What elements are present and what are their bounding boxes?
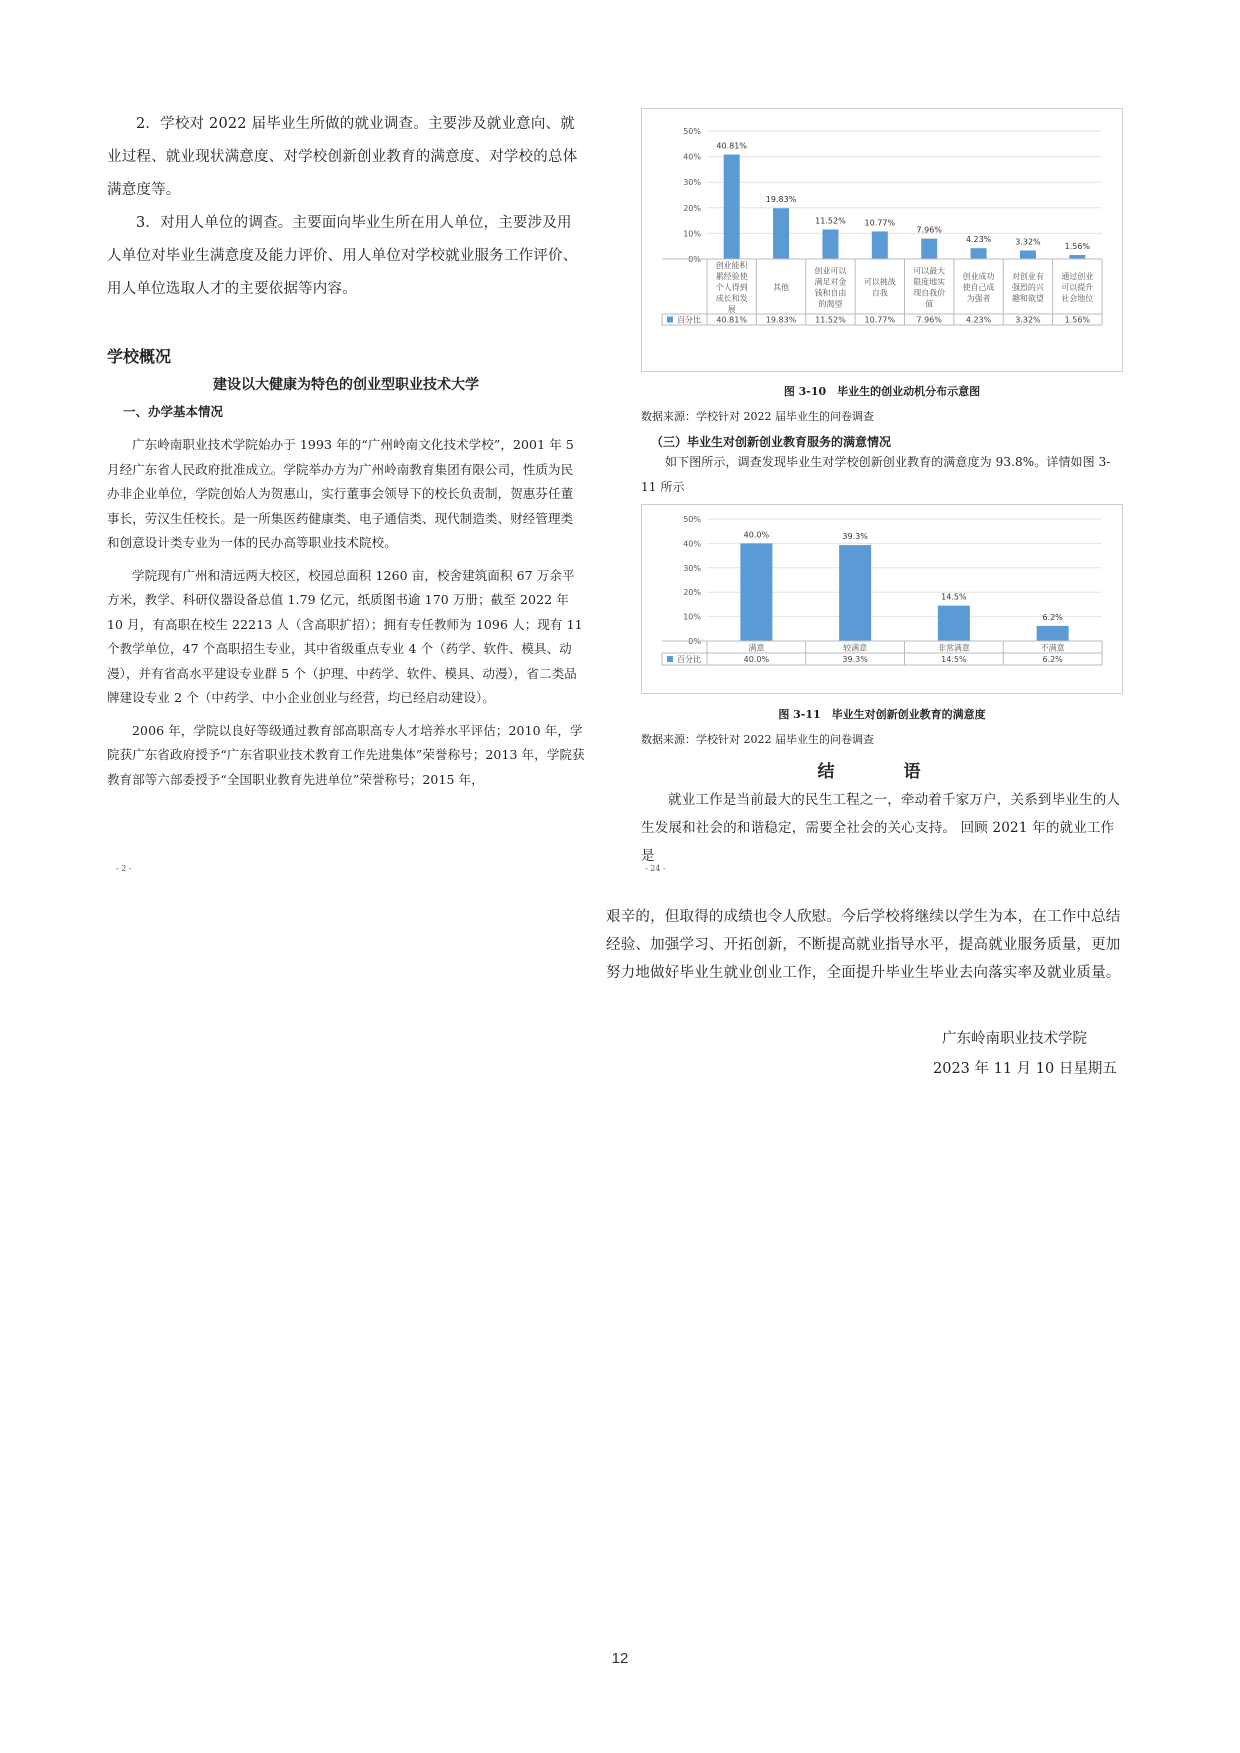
bar-value-label: 1.56%	[1064, 242, 1091, 252]
bar-value-label: 40.81%	[716, 141, 747, 151]
x-category-label: 满意	[748, 643, 765, 653]
table-value: 4.23%	[965, 315, 992, 325]
figure-3-11-caption: 图 3-11 毕业生对创新创业教育的满意度	[778, 708, 986, 721]
x-category-label: 不满意	[1040, 643, 1065, 653]
survey-item-2: 2．学校对 2022 届毕业生所做的就业调查。主要涉及就业意向、就业过程、就业现状满意度、对学校创新创业教育的满意度、对学校的总体满意度等。	[107, 116, 578, 198]
y-tick-label: 20%	[683, 203, 701, 213]
table-value: 40.81%	[716, 315, 747, 325]
bar	[938, 606, 970, 641]
figure-3-10-caption: 图 3-10 毕业生的创业动机分布示意图	[783, 385, 981, 398]
bar-value-label: 39.3%	[842, 532, 868, 542]
x-category-label: 可以最大限度地实现自我价值	[913, 266, 946, 309]
bar-value-label: 19.83%	[765, 195, 797, 205]
bar	[839, 545, 871, 641]
x-category-label: 可以挑战自我	[863, 277, 896, 298]
right-page-number: - 24 -	[645, 864, 666, 873]
bar	[1020, 251, 1036, 259]
y-tick-label: 40%	[683, 539, 701, 549]
left-column	[107, 108, 585, 792]
bar	[822, 230, 838, 259]
heading-satisfaction: （三）毕业生对创新创业教育服务的满意情况	[651, 435, 892, 449]
bar-value-label: 11.52%	[815, 216, 846, 226]
left-page-number: - 2 -	[116, 864, 132, 873]
y-tick-label: 50%	[683, 515, 701, 524]
x-category-label: 其他	[773, 283, 790, 292]
bar	[1037, 626, 1069, 641]
y-tick-label: 0%	[688, 637, 701, 646]
x-category-label: 创业成功使自己成为强者	[962, 272, 995, 303]
chart1-svg	[642, 109, 1122, 371]
chart-entrepreneurial-motivation	[641, 108, 1123, 372]
legend-label: 百分比	[677, 315, 701, 325]
bar-value-label: 3.32%	[1015, 237, 1041, 247]
y-tick-label: 10%	[683, 229, 701, 239]
legend-swatch	[667, 317, 673, 323]
signature-date: 2023 年 11 月 10 日星期五	[933, 1061, 1117, 1077]
legend-label: 百分比	[677, 655, 701, 664]
right-column	[641, 108, 1123, 870]
paragraph-conclusion-end: 艰辛的，但取得的成绩也令人欣慰。今后学校将继续以学生为本，在工作中总结经验、加强学习、开拓创新，不断提高就业指导水平，提高就业服务质量，更加努力地做好毕业生就业创业工作，全面提升毕业生毕业去向落实率及就业质量。	[606, 909, 1121, 981]
chart-satisfaction	[641, 504, 1123, 694]
section-title: 学校概况	[107, 347, 172, 366]
x-category-label: 创业能积累经验使个人得到成长和发展	[715, 261, 748, 314]
bar-value-label: 6.2%	[1042, 612, 1063, 622]
section-subtitle: 建设以大健康为特色的创业型职业技术大学	[213, 377, 479, 393]
table-value: 19.83%	[765, 315, 797, 325]
y-tick-label: 40%	[683, 152, 701, 162]
bar	[971, 248, 987, 259]
x-category-label: 创业可以满足对金钱和自由的渴望	[814, 266, 847, 309]
y-tick-label: 10%	[683, 612, 701, 622]
signature-institution: 广东岭南职业技术学院	[942, 1031, 1087, 1047]
paragraph-honors: 2006 年，学院以良好等级通过教育部高职高专人才培养水平评估；2010 年，学院获广东省政府授予“广东省职业技术教育工作先进集体”荣誉称号；2013 年，学院获教育部等六部委授予“全国职业教育先进单位”荣誉称号；2015 年，	[107, 722, 585, 787]
footer-page-number: 12	[611, 1650, 629, 1667]
table-value: 6.2%	[1042, 655, 1063, 664]
figure-3-11-source: 数据来源：学校针对 2022 届毕业生的问卷调查	[641, 733, 874, 746]
conclusion-title: 结 语	[817, 762, 947, 782]
bar	[724, 155, 740, 259]
y-tick-label: 50%	[683, 127, 701, 136]
y-tick-label: 30%	[683, 178, 701, 188]
paragraph-campus: 学院现有广州和清远两大校区，校园总面积 1260 亩，校舍建筑面积 67 万余平方米，教学、科研仪器设备总值 1.79 亿元，纸质图书逾 170 万册；截至 2022 年 10 月，有高职在校生 22213 人（含高职扩招）；拥有专任教师为 1096 人；现有 11 个教学单位，47 个高职招生专业，其中省级重点专业 4 个（药学、软件、模具、动漫），并有省高水平建设专业群 5 个（护理、中药学、软件、模具、动漫），省二类品牌建设专业 2 个（中药学、中小企业创业与经营，均已经启动建设）。	[107, 567, 583, 705]
x-category-label: 非常满意	[937, 643, 970, 653]
x-category-label: 较满意	[843, 643, 868, 653]
bar	[921, 239, 937, 259]
table-value: 11.52%	[815, 315, 846, 325]
survey-item-3: 3．对用人单位的调查。主要面向毕业生所在用人单位，主要涉及用人单位对毕业生满意度及能力评价、用人单位对学校就业服务工作评价、用人单位选取人才的主要依据等内容。	[107, 215, 578, 297]
conclusion-continued	[606, 903, 1124, 987]
bar-value-label: 4.23%	[965, 235, 992, 245]
chart2-svg	[642, 505, 1122, 693]
bar-value-label: 40.0%	[743, 530, 770, 540]
x-category-label: 通过创业可以提升社会地位	[1061, 272, 1094, 303]
table-value: 40.0%	[743, 655, 770, 664]
bar-value-label: 14.5%	[941, 592, 967, 602]
bar	[872, 231, 888, 259]
x-category-label: 对创业有强烈的兴趣和欲望	[1011, 272, 1044, 303]
paragraph-satisfaction-intro: 如下图所示，调查发现毕业生对学校创新创业教育的满意度为 93.8%。详情如图 3-11 所示	[641, 455, 1111, 494]
heading-basic-info: 一、办学基本情况	[123, 404, 224, 419]
figure-3-10-source: 数据来源：学校针对 2022 届毕业生的问卷调查	[641, 410, 874, 423]
table-value: 39.3%	[842, 655, 868, 664]
table-value: 1.56%	[1064, 315, 1091, 325]
table-value: 3.32%	[1015, 315, 1041, 325]
table-value: 10.77%	[864, 315, 896, 325]
paragraph-history: 广东岭南职业技术学院始办于 1993 年的“广州岭南文化技术学校”，2001 年 5 月经广东省人民政府批准成立。学院举办方为广州岭南教育集团有限公司，性质为民办非企业单位，学院创始人为贺惠山，实行董事会领导下的校长负责制，贺惠芬任董事长，劳汉生任校长。是一所集医药健康类、电子通信类、现代制造类、财经管理类和创意设计类专业为一体的民办高等职业技术院校。	[107, 437, 574, 550]
table-value: 14.5%	[941, 655, 967, 664]
y-tick-label: 0%	[688, 255, 701, 264]
bar	[1069, 255, 1085, 259]
y-tick-label: 30%	[683, 563, 701, 573]
legend-swatch	[667, 656, 673, 662]
y-tick-label: 20%	[683, 588, 701, 598]
paragraph-conclusion: 就业工作是当前最大的民生工程之一，牵动着千家万户，关系到毕业生的人生发展和社会的和谐稳定，需要全社会的关心支持。 回顾 2021 年的就业工作是	[641, 792, 1121, 864]
bar	[740, 543, 772, 641]
bar-value-label: 7.96%	[916, 225, 942, 235]
table-value: 7.96%	[916, 315, 942, 325]
bar	[773, 208, 789, 259]
bar-value-label: 10.77%	[864, 218, 896, 228]
